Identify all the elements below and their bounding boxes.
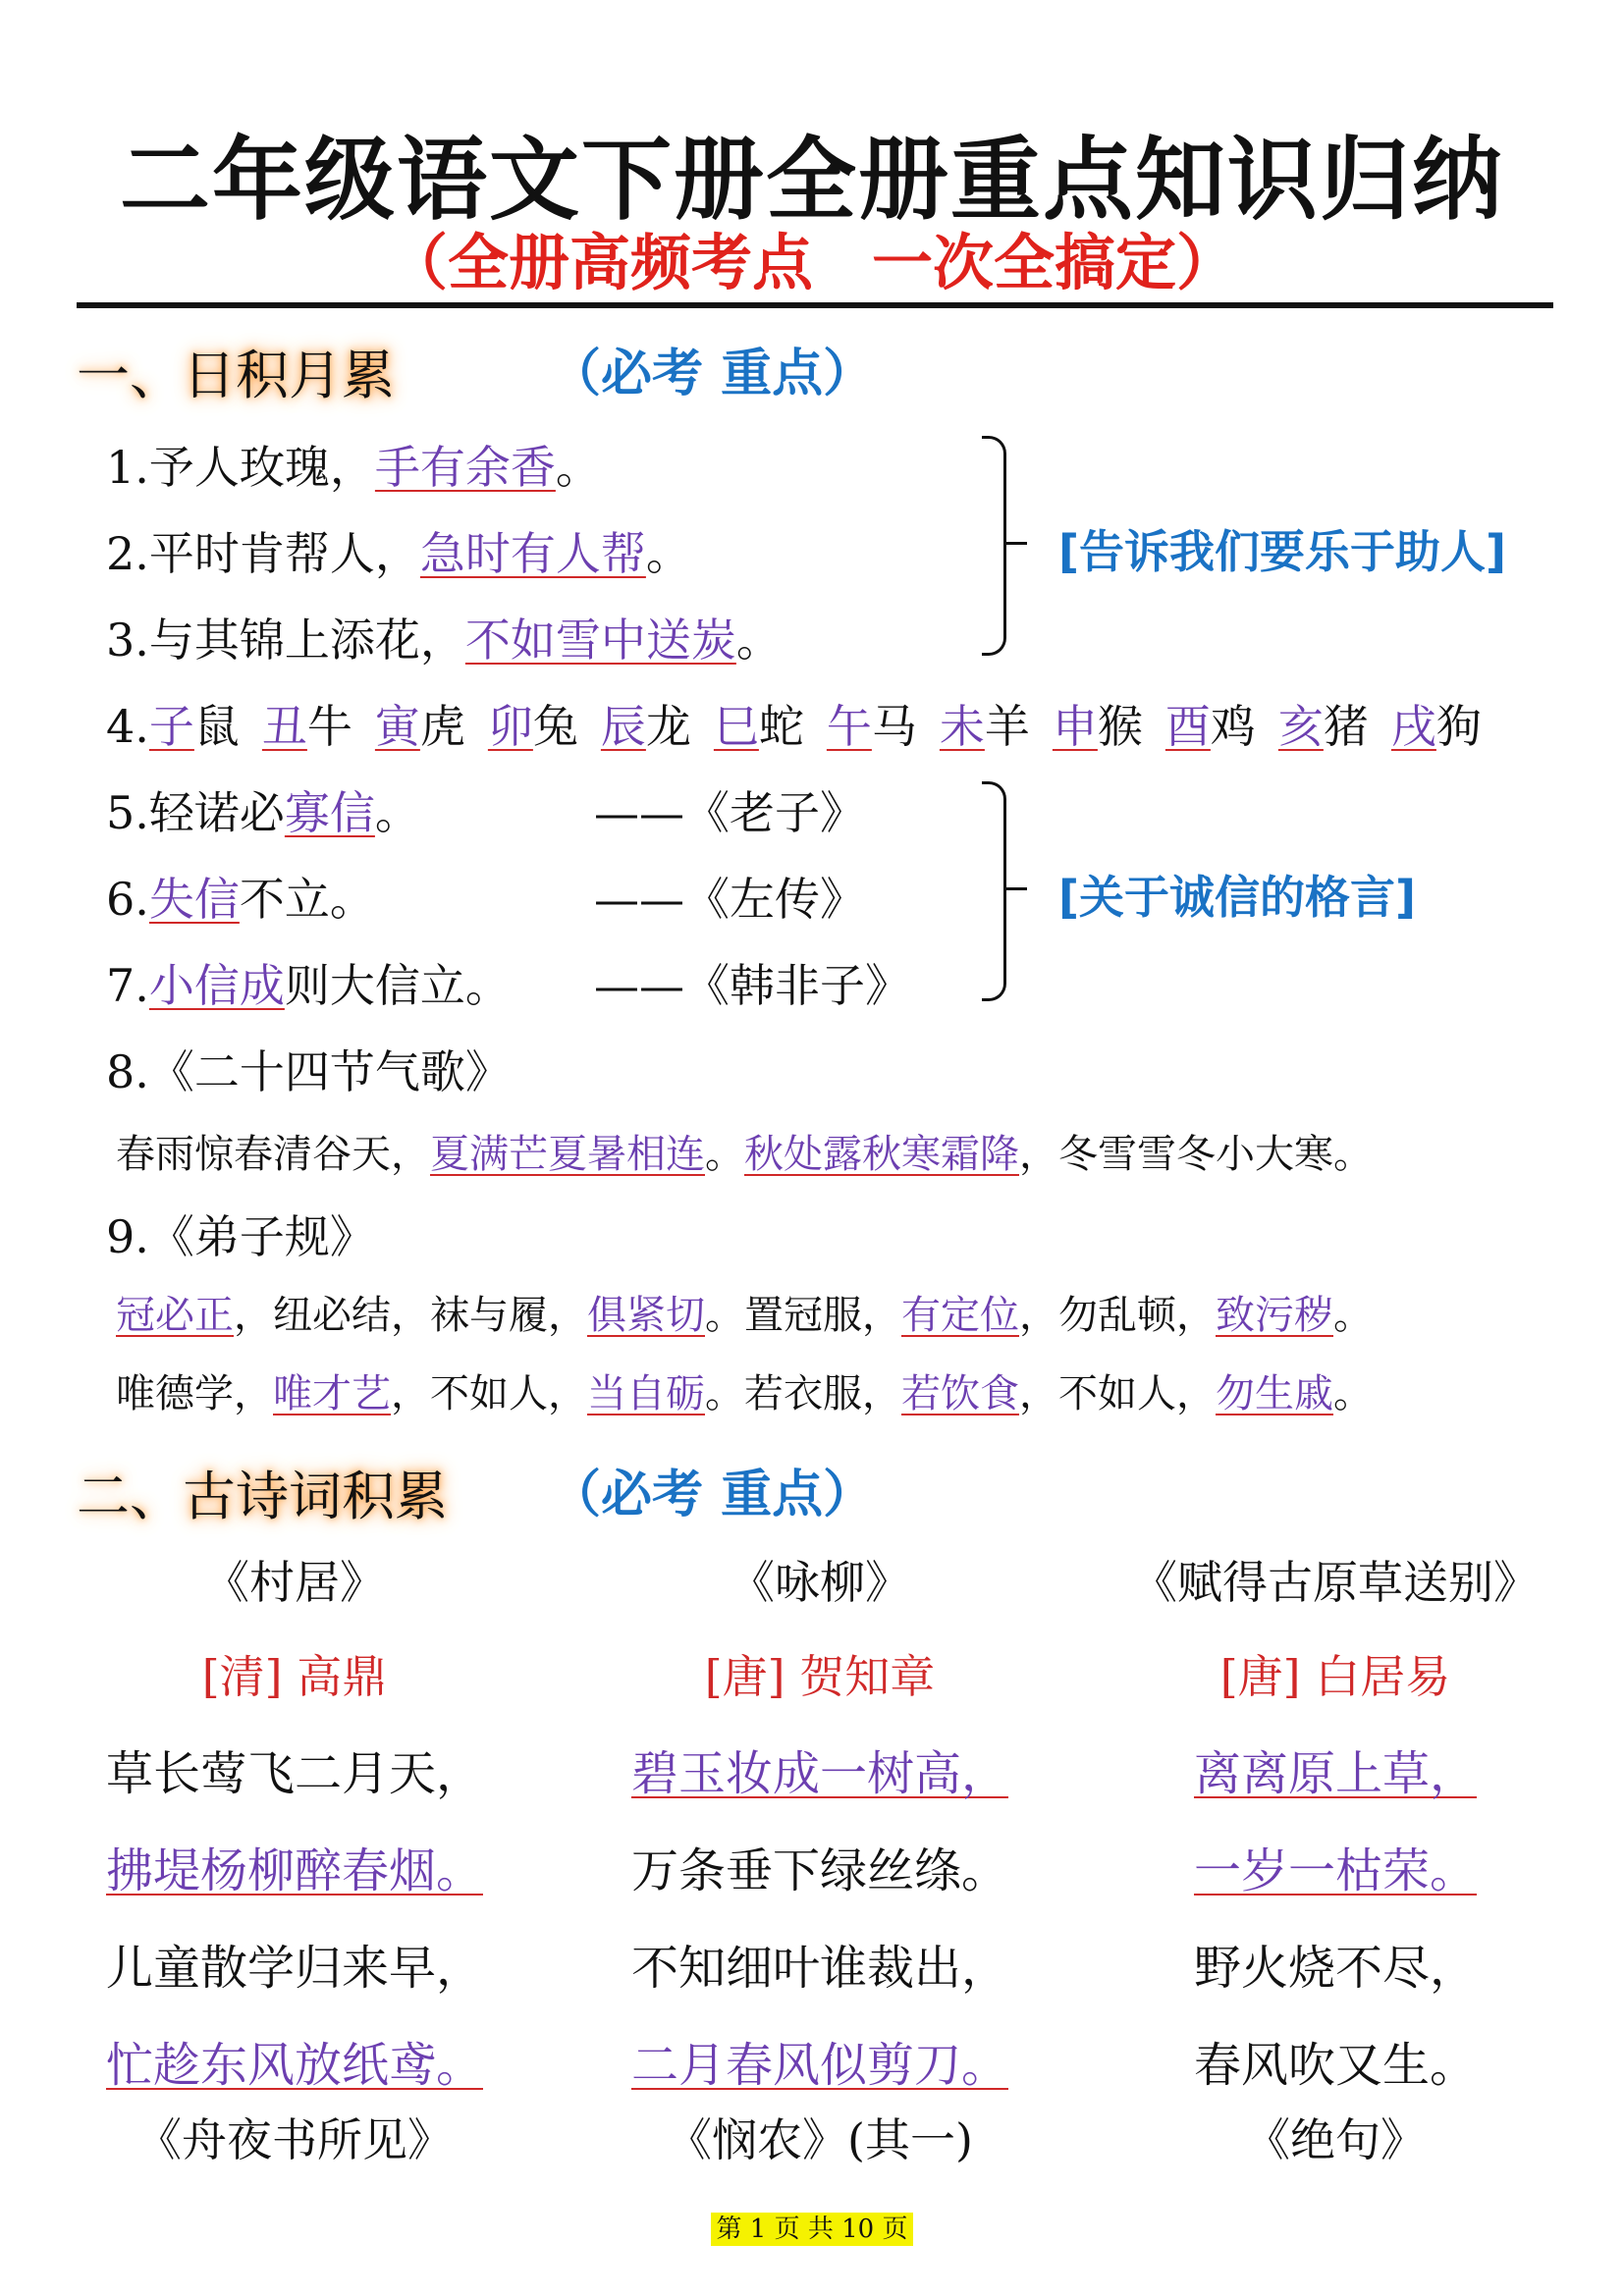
item-8-answer-2: 秋处露秋寒霜降 xyxy=(744,1132,1019,1177)
item-9-l2-end: 。 xyxy=(1333,1371,1373,1416)
poem-cunju xyxy=(39,1547,550,2095)
poem-line-answer: 离离原上草， xyxy=(1193,1746,1477,1801)
item-9-l2-answer-2: 当自砺 xyxy=(587,1371,705,1416)
item-6-text: 不立。 xyxy=(239,873,375,926)
poem-fudeguyuancao xyxy=(1080,1547,1591,2095)
section2-tag: （必考 重点） xyxy=(550,1466,875,1524)
zodiac-branch: 未 xyxy=(939,700,985,753)
note-honesty: [关于诚信的格言] xyxy=(1058,871,1417,924)
zodiac-animal: 猪 xyxy=(1323,700,1369,753)
zodiac-branch: 戌 xyxy=(1390,700,1436,753)
item-9-line-2 xyxy=(116,1362,1373,1418)
zodiac-animal: 蛇 xyxy=(758,700,804,753)
poem-line-answer: 碧玉妆成一树高， xyxy=(630,1746,1008,1801)
item-9-l1-answer-4: 致污秽 xyxy=(1216,1293,1333,1338)
poem-line-answer: 一岁一枯荣。 xyxy=(1193,1843,1477,1898)
item-5 xyxy=(106,777,420,842)
zodiac-branch: 丑 xyxy=(261,700,307,753)
zodiac-branch: 巳 xyxy=(713,700,759,753)
item-6-answer: 失信 xyxy=(148,873,240,926)
note-helping: [告诉我们要乐于助人] xyxy=(1058,525,1507,578)
zodiac-animal: 羊 xyxy=(984,700,1030,753)
poem-line: 野火烧不尽， xyxy=(1193,1941,1477,1996)
item-9-title: 9.《弟子规》 xyxy=(106,1210,375,1263)
title-divider xyxy=(77,302,1553,308)
zodiac-animal: 牛 xyxy=(306,700,352,753)
zodiac-branch: 寅 xyxy=(374,700,420,753)
poem-yongliu xyxy=(565,1547,1075,2095)
item-9-l2-text-4: ，不如人， xyxy=(1019,1371,1216,1416)
item-9-l2-answer-3: 若饮食 xyxy=(901,1371,1019,1416)
item-9-l1-answer-2: 俱紧切 xyxy=(587,1293,705,1338)
zodiac-branch: 酉 xyxy=(1164,700,1211,753)
zodiac-branch: 卯 xyxy=(487,700,533,753)
item-2 xyxy=(106,518,691,583)
item-5-text: 5.轻诺必 xyxy=(106,786,285,839)
section1-tag: （必考 重点） xyxy=(550,345,875,403)
item-7-num: 7. xyxy=(106,959,149,1012)
bracket-2-tick xyxy=(1003,887,1027,890)
zodiac-animal: 龙 xyxy=(645,700,691,753)
item-5-answer: 寡信 xyxy=(284,786,375,839)
item-8-part-c: 。 xyxy=(705,1132,744,1177)
page-title: 二年级语文下册全册重点知识归纳 xyxy=(119,128,1504,233)
poem-line: 不知细叶谁裁出， xyxy=(630,1941,1008,1996)
item-2-end: 。 xyxy=(645,527,691,580)
page-subtitle xyxy=(0,214,1624,301)
item-2-answer: 急时有人帮 xyxy=(419,527,646,580)
item-9-l2-text-3: 。若衣服， xyxy=(705,1371,901,1416)
item-9-l2-answer-1: 唯才艺 xyxy=(273,1371,391,1416)
item-3-end: 。 xyxy=(735,614,782,667)
poem-title: 《村居》 xyxy=(204,1556,385,1609)
item-3 xyxy=(106,605,782,669)
poem-line: 草长莺飞二月天， xyxy=(105,1746,483,1801)
item-1-answer: 手有余香 xyxy=(374,441,556,494)
bracket-1-tick xyxy=(1003,542,1027,545)
bracket-1 xyxy=(982,436,1006,656)
zodiac-animal: 虎 xyxy=(419,700,465,753)
item-7-text: 则大信立。 xyxy=(284,959,511,1012)
zodiac-animal: 猴 xyxy=(1097,700,1143,753)
item-9-l1-end: 。 xyxy=(1333,1293,1373,1338)
poem-title: 《赋得古原草送别》 xyxy=(1132,1556,1539,1609)
page-footer xyxy=(0,2209,1624,2245)
section1-heading: 一、日积月累 xyxy=(77,345,395,406)
item-9-l1-text-3: ，勿乱顿， xyxy=(1019,1293,1216,1338)
poem-line-answer: 二月春风似剪刀。 xyxy=(630,2038,1008,2093)
bracket-2 xyxy=(982,781,1006,1001)
item-4-prefix: 4. xyxy=(106,700,149,753)
zodiac-animal: 兔 xyxy=(532,700,578,753)
poem-author: [唐] 贺知章 xyxy=(704,1650,936,1703)
item-6 xyxy=(106,864,375,929)
zodiac-branch: 子 xyxy=(148,700,194,753)
item-4-zodiac xyxy=(106,691,1482,756)
zodiac-animal: 马 xyxy=(871,700,917,753)
subtitle-left: （全册高频考点 xyxy=(386,227,813,298)
zodiac-animal: 鸡 xyxy=(1210,700,1256,753)
zodiac-animal: 狗 xyxy=(1435,700,1482,753)
item-7-answer: 小信成 xyxy=(148,959,285,1012)
item-7 xyxy=(106,950,511,1015)
poem-author: [清] 高鼎 xyxy=(201,1650,388,1703)
item-9-l2-answer-4: 勿生戚 xyxy=(1216,1371,1333,1416)
zodiac-branch: 亥 xyxy=(1277,700,1324,753)
item-8-line xyxy=(116,1123,1373,1179)
item-9-l1-answer-3: 有定位 xyxy=(901,1293,1019,1338)
next-poem-title-3: 《绝句》 xyxy=(1245,2113,1426,2166)
item-5-source: ——《老子》 xyxy=(594,786,865,839)
zodiac-branch: 申 xyxy=(1052,700,1098,753)
item-8-part-a: 春雨惊春清谷天， xyxy=(116,1132,430,1177)
zodiac-list xyxy=(149,700,1482,753)
item-8-part-e: ，冬雪雪冬小大寒。 xyxy=(1019,1132,1373,1177)
item-1 xyxy=(106,432,601,497)
item-7-source: ——《韩非子》 xyxy=(594,959,910,1012)
zodiac-branch: 辰 xyxy=(600,700,646,753)
item-9-l2-text-2: ，不如人， xyxy=(391,1371,587,1416)
poem-author: [唐] 白居易 xyxy=(1219,1650,1451,1703)
item-6-num: 6. xyxy=(106,873,149,926)
item-6-source: ——《左传》 xyxy=(594,873,865,926)
item-8-answer-1: 夏满芒夏暑相连 xyxy=(430,1132,705,1177)
page-number: 第 1 页 共 10 页 xyxy=(711,2213,914,2246)
poem-line: 春风吹又生。 xyxy=(1193,2038,1477,2093)
next-poem-title-2: 《悯农》(其一) xyxy=(667,2113,973,2166)
subtitle-right: 一次全搞定） xyxy=(872,227,1238,298)
item-1-end: 。 xyxy=(555,441,601,494)
item-8-title: 8.《二十四节气歌》 xyxy=(106,1045,511,1098)
item-9-line-1 xyxy=(116,1284,1373,1340)
item-3-text: 3.与其锦上添花， xyxy=(106,614,465,667)
poem-line-answer: 忙趁东风放纸鸢。 xyxy=(105,2038,483,2093)
item-9-l1-text-1: ，纽必结，袜与履， xyxy=(234,1293,587,1338)
poem-line-answer: 拂堤杨柳醉春烟。 xyxy=(105,1843,483,1898)
item-9-l2-text-1: 唯德学， xyxy=(116,1371,273,1416)
next-poem-title-1: 《舟夜书所见》 xyxy=(136,2113,453,2166)
item-2-text: 2.平时肯帮人， xyxy=(106,527,420,580)
section2-heading: 二、古诗词积累 xyxy=(77,1466,448,1527)
item-3-answer: 不如雪中送炭 xyxy=(464,614,736,667)
poem-line: 儿童散学归来早， xyxy=(105,1941,483,1996)
zodiac-animal: 鼠 xyxy=(193,700,240,753)
zodiac-branch: 午 xyxy=(826,700,872,753)
item-9-l1-answer-1: 冠必正 xyxy=(116,1293,234,1338)
poem-line: 万条垂下绿丝绦。 xyxy=(630,1843,1008,1898)
item-9-l1-text-2: 。置冠服， xyxy=(705,1293,901,1338)
item-5-end: 。 xyxy=(374,786,420,839)
item-1-text: 1.予人玫瑰， xyxy=(106,441,375,494)
poem-title: 《咏柳》 xyxy=(730,1556,910,1609)
